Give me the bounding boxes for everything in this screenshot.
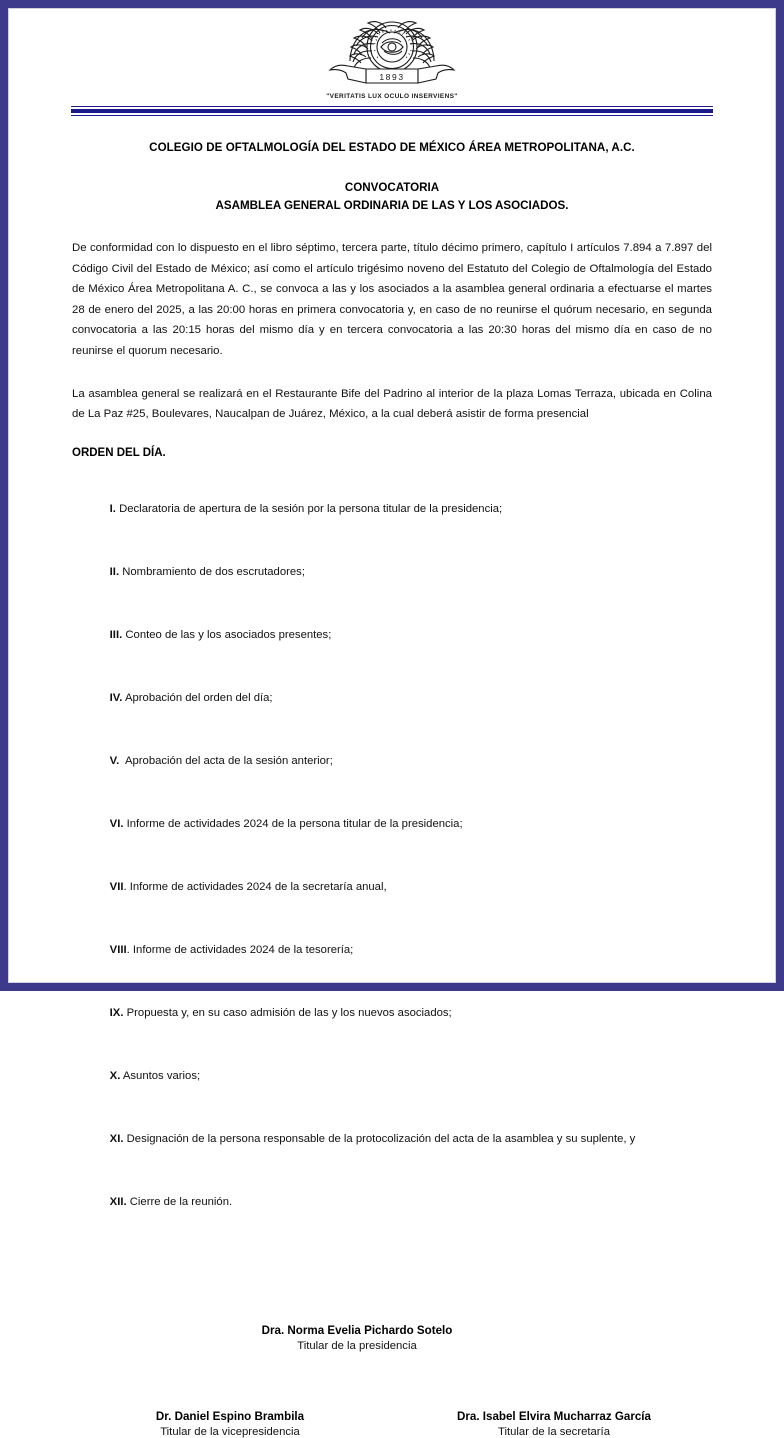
agenda-item — [72, 793, 712, 856]
paragraph-legal-basis: De conformidad con lo dispuesto en el libro séptimo, tercera parte, título décimo primero, capítulo I artículos 7.894 a 7.897 del Código Civil del Estado de México; así como el artículo trigésimo noveno del Estatuto del Colegio de Oftalmología del Estado de México Área Metropolitana A. C., se convoca a las y los asociados a la asamblea general ordinaria a efectuarse el martes 28 de enero del 2025, a las 20:00 horas en primera convocatoria y, en caso de no reunirse el quórum necesario, en segunda convocatoria a las 20:15 horas del mismo día y en tercera convocatoria a las 20:30 horas del mismo día en caso de no reunirse el quorum necesario. — [72, 242, 712, 357]
agenda-item-text: Declaratoria de apertura de la sesión por la persona titular de la presidencia; — [115, 502, 503, 515]
agenda-item-text: Conteo de las y los asociados presentes; — [122, 628, 332, 641]
agenda-list — [72, 478, 712, 1234]
agenda-heading: ORDEN DEL DÍA. — [72, 446, 166, 459]
agenda-item-number: V. — [109, 754, 120, 767]
signature-role: Titular de la secretaría — [498, 1425, 610, 1438]
agenda-item — [72, 1045, 712, 1108]
agenda-item-text: Designación de la persona responsable de la protocolización del acta de la asamblea y su suplente, y — [123, 1132, 636, 1145]
agenda-item-text: Cierre de la reunión. — [126, 1195, 233, 1208]
agenda-item-number: VI. — [109, 817, 124, 830]
agenda-item — [72, 1108, 712, 1171]
header-divider — [71, 106, 713, 116]
agenda-item — [72, 982, 712, 1045]
signature-president — [72, 1324, 712, 1352]
agenda-item — [72, 919, 712, 982]
signature-role: Titular de la presidencia — [297, 1339, 417, 1352]
agenda-item-number: XI. — [109, 1132, 124, 1145]
paragraph-venue: La asamblea general se realizará en el Restaurante Bife del Padrino al interior de la plaza Lomas Terraza, ubicada en Colina de La Paz #25, Boulevares, Naucalpan de Juárez, México, a la cual deberá asistir de forma presencial — [72, 387, 712, 421]
agenda-item-text: Asuntos varios; — [120, 1069, 201, 1082]
document-body — [64, 238, 720, 1438]
agenda-item — [72, 478, 712, 541]
crest-year: 1893 — [379, 72, 405, 82]
page-sheet — [8, 8, 776, 1438]
document-type-title: CONVOCATORIA — [344, 181, 440, 194]
agenda-item-text: Nombramiento de dos escrutadores; — [119, 565, 305, 578]
signature-name: Dra. Isabel Elvira Mucharraz García — [457, 1409, 651, 1423]
agenda-item-text: . Informe de actividades 2024 de la secretaría anual, — [123, 880, 387, 893]
agenda-item — [72, 541, 712, 604]
agenda-item — [72, 856, 712, 919]
document-subject-title: ASAMBLEA GENERAL ORDINARIA DE LAS Y LOS ASOCIADOS. — [215, 199, 569, 212]
crest-motto: "VERITATIS LUX OCULO INSERVIENS" — [326, 93, 458, 100]
agenda-item-number: I. — [109, 502, 116, 515]
agenda-item-text: Aprobación del orden del día; — [122, 691, 273, 704]
signature-role: Titular de la vicepresidencia — [160, 1425, 300, 1438]
organization-title: COLEGIO DE OFTALMOLOGÍA DEL ESTADO DE MÉXICO ÁREA METROPOLITANA, A.C. — [149, 141, 635, 154]
signature-row — [72, 1410, 712, 1438]
letterhead — [64, 9, 720, 100]
agenda-item-number: XII. — [109, 1195, 127, 1208]
agenda-item — [72, 604, 712, 667]
agenda-item-text: Informe de actividades 2024 de la persona titular de la presidencia; — [123, 817, 463, 830]
agenda-item-text: Aprobación del acta de la sesión anterior; — [119, 754, 333, 767]
agenda-item-text: Propuesta y, en su caso admisión de las y los nuevos asociados; — [123, 1006, 452, 1019]
agenda-item — [72, 667, 712, 730]
agenda-item — [72, 1171, 712, 1234]
agenda-item-number: VIII — [109, 943, 127, 956]
agenda-item-number: IX. — [109, 1006, 124, 1019]
agenda-item-text: . Informe de actividades 2024 de la tesorería; — [126, 943, 354, 956]
agenda-item-number: II. — [109, 565, 120, 578]
signature-secretary — [404, 1410, 704, 1438]
agenda-item-number: X. — [109, 1069, 121, 1082]
ophthalmology-society-crest-icon — [304, 17, 480, 95]
agenda-item-number: VII — [109, 880, 124, 893]
agenda-item-number: III. — [109, 628, 123, 641]
agenda-item-number: IV. — [109, 691, 123, 704]
agenda-item — [72, 730, 712, 793]
signature-vicepresident — [80, 1410, 380, 1438]
signature-name: Dra. Norma Evelia Pichardo Sotelo — [261, 1323, 453, 1337]
signature-name: Dr. Daniel Espino Brambila — [155, 1409, 305, 1423]
